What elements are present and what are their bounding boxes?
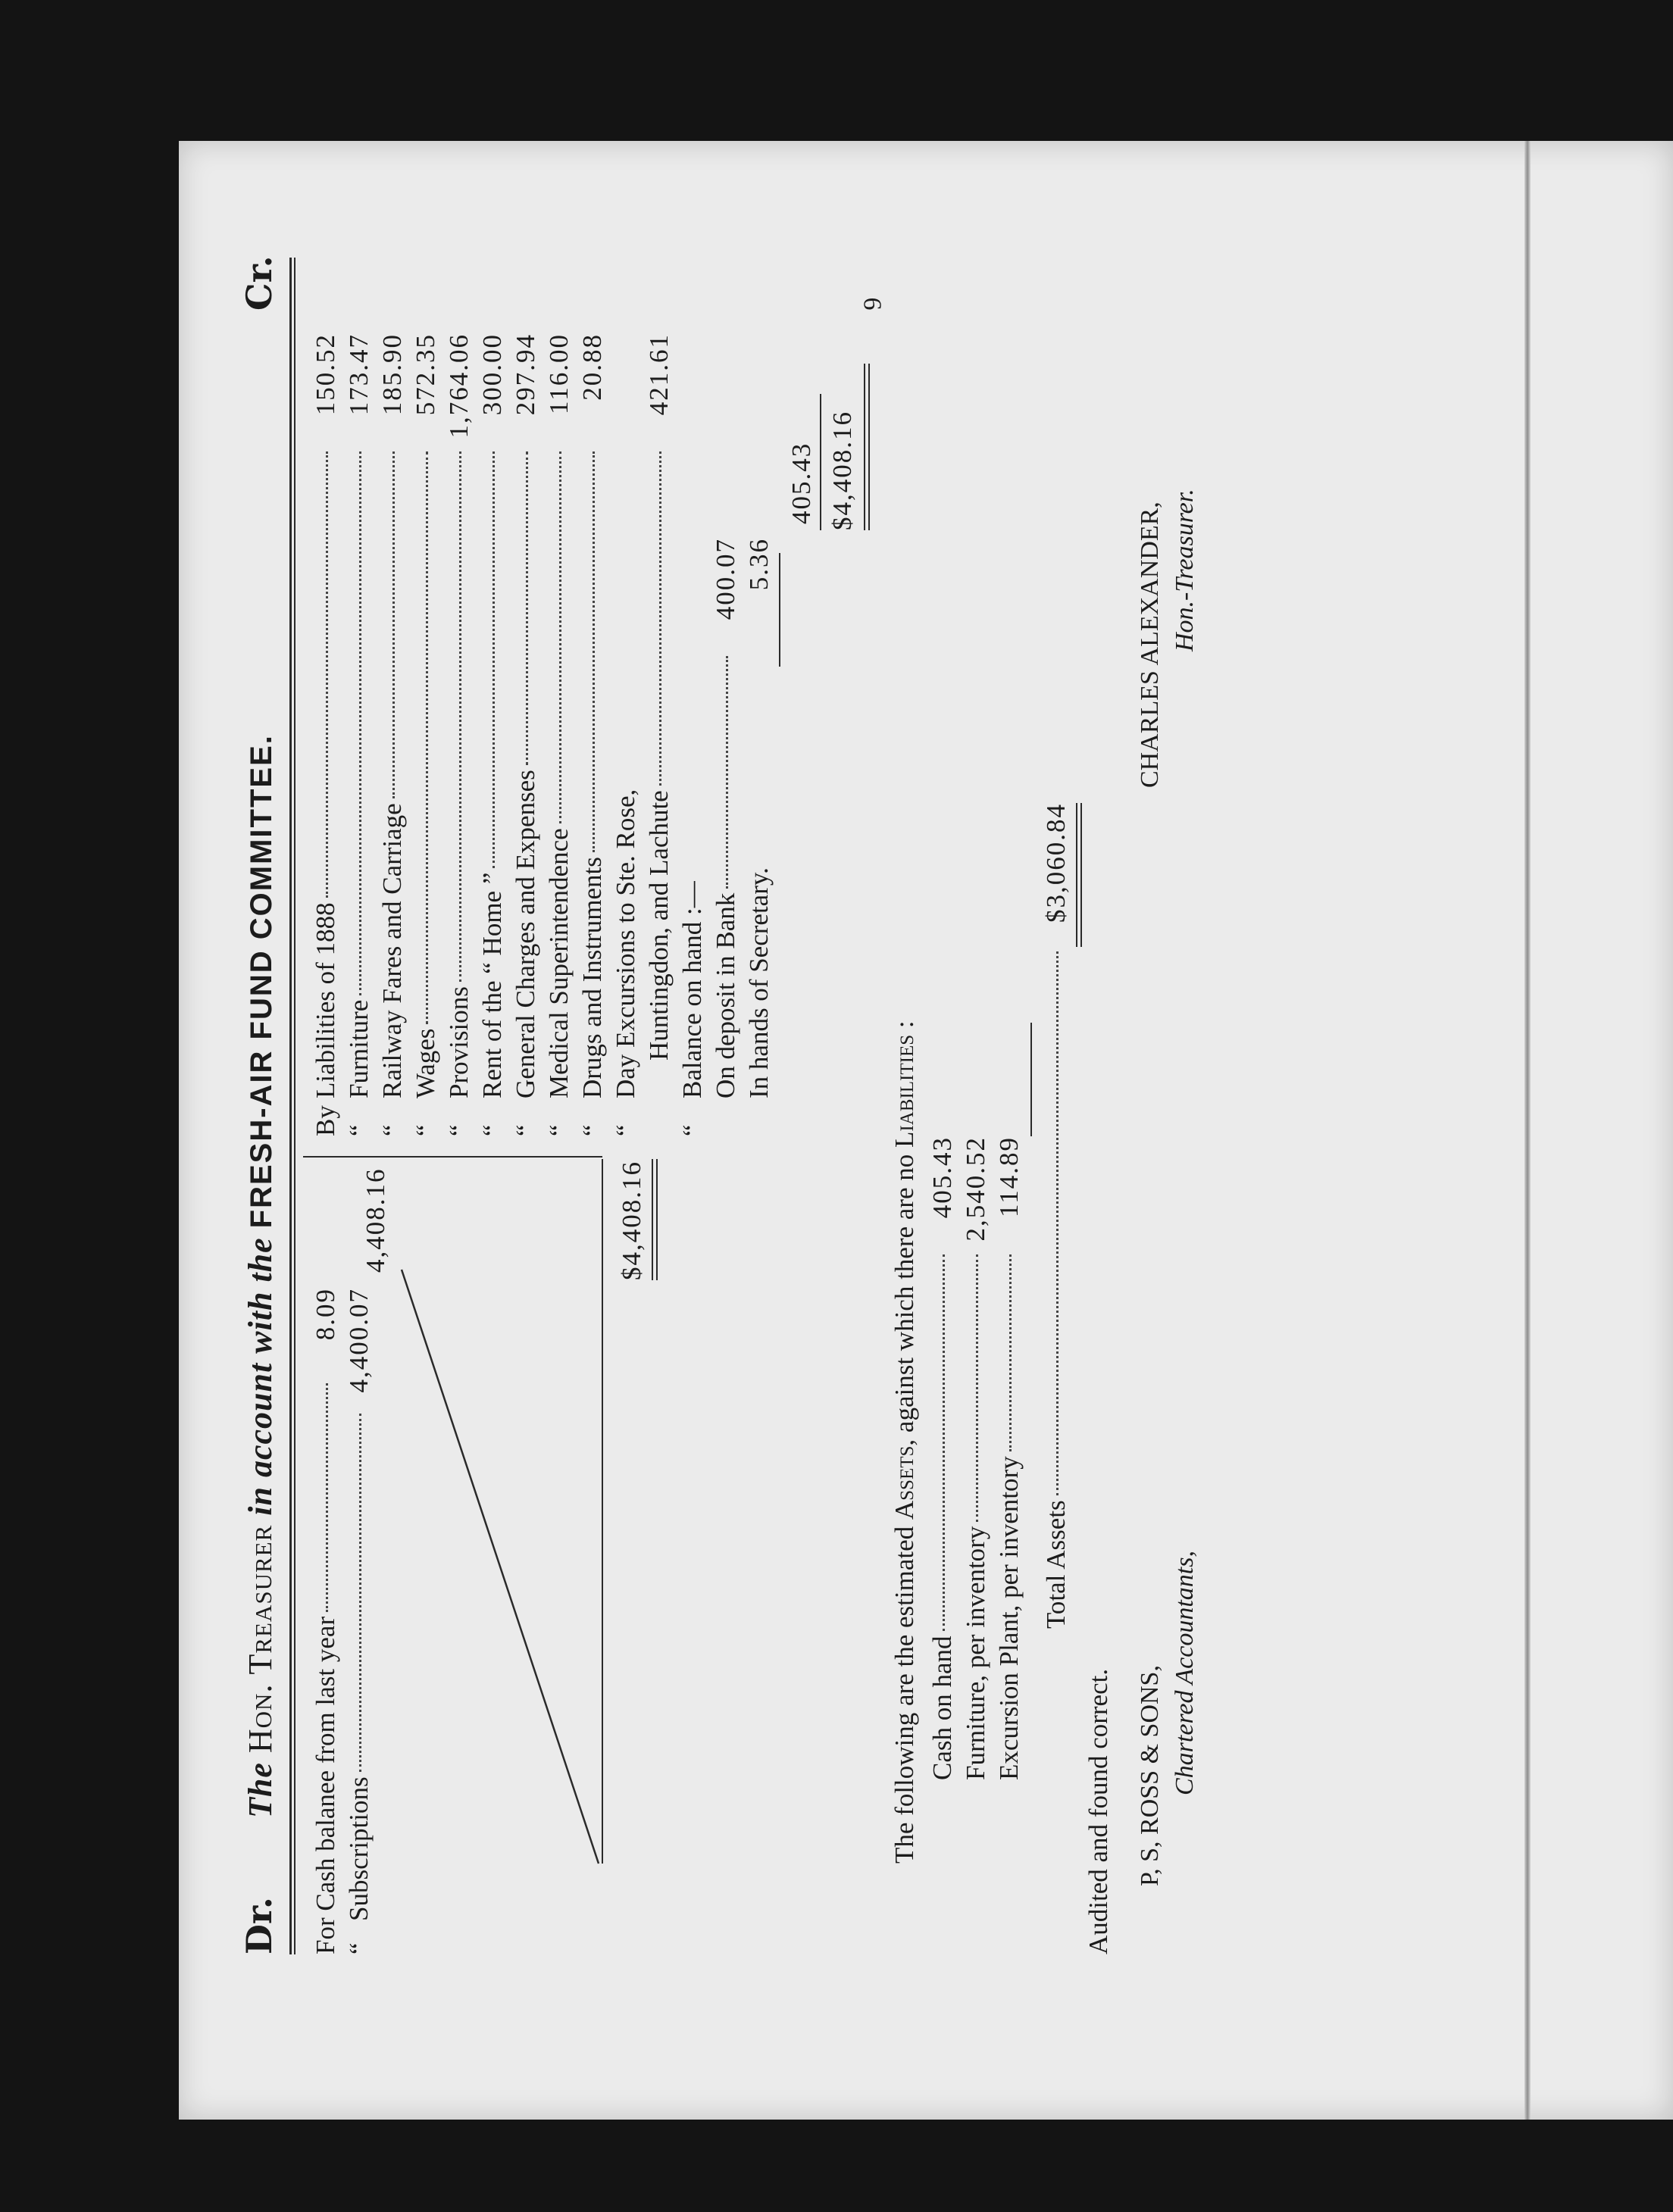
credit-prefix: By	[311, 1105, 340, 1136]
balance-bank-row	[709, 538, 743, 1098]
diagonal-line	[402, 1270, 599, 1864]
credit-row	[442, 333, 476, 1136]
leader-dots	[426, 451, 428, 1024]
leader-dots	[1056, 951, 1059, 1495]
asset-row	[959, 1136, 993, 1780]
assets-intro-text: The following are the estimated	[890, 1526, 919, 1864]
rotated-account-statement	[239, 255, 1227, 1954]
balance-label: Balance on hand :—	[677, 881, 707, 1098]
credit-label: Railway Fares and Carriage	[377, 803, 407, 1098]
balance-amount: 405.43	[786, 442, 816, 524]
debit-label: Subscriptions	[344, 1776, 374, 1921]
credit-prefix: “	[344, 1124, 374, 1136]
credit-row-continuation	[643, 333, 676, 1061]
title-hon: Hon.	[242, 1683, 279, 1754]
debit-heading: Dr.	[239, 1897, 280, 1954]
credit-label: Provisions	[444, 986, 474, 1098]
credit-total: $4,408.16	[827, 411, 857, 530]
debit-label: Cash balanee from last year	[311, 1616, 340, 1911]
treasurer-name: CHARLES ALEXANDER,	[1136, 501, 1164, 788]
asset-label: Cash on hand	[927, 1636, 957, 1780]
bank-amount: 400.07	[711, 538, 740, 620]
asset-amount: 2,540.52	[961, 1136, 990, 1242]
credit-prefix: “	[544, 1124, 574, 1136]
auditor-title: Chartered Accountants,	[1171, 1551, 1199, 1795]
assets-intro	[888, 1020, 921, 1864]
credit-row	[342, 333, 376, 1136]
title-treasurer: Treasurer	[242, 1524, 279, 1675]
asset-label: Excursion Plant, per inventory	[994, 1456, 1024, 1780]
page-number: 6	[858, 297, 887, 311]
credit-row	[576, 333, 609, 1136]
leader-dots	[559, 451, 561, 823]
debit-amount: 4,400.07	[344, 1288, 374, 1393]
credit-row	[309, 333, 342, 1136]
asset-label: Furniture, per inventory	[961, 1526, 990, 1780]
credit-total-underline-1	[864, 364, 865, 530]
credit-total-rule	[820, 394, 821, 530]
leader-dots	[359, 451, 361, 995]
asset-row	[993, 1136, 1026, 1780]
audited-note: Audited and found correct.	[1084, 1668, 1113, 1954]
credit-row	[476, 333, 509, 1136]
balance-subtotal-rule	[779, 553, 780, 667]
credit-row	[409, 333, 442, 1136]
leader-dots	[976, 1254, 978, 1522]
page-fold	[1524, 141, 1531, 2120]
assets-word: Assets	[890, 1445, 919, 1520]
credit-amount: 572.35	[411, 333, 440, 416]
asset-amount: 114.89	[994, 1136, 1024, 1217]
credit-label: Medical Superintendence	[544, 828, 574, 1098]
balance-secretary-row	[743, 538, 776, 1098]
credit-label: General Charges and Expenses	[511, 770, 540, 1098]
assets-intro-text-2: , against which there are no	[890, 1154, 919, 1446]
excursion-amount: 421.61	[644, 333, 674, 416]
debit-prefix: “	[344, 1942, 374, 1954]
treasurer-title: Hon.-Treasurer.	[1171, 489, 1199, 651]
debit-subtotal: 4,408.16	[361, 1167, 390, 1273]
liabilities-word: Liabilities	[890, 1034, 919, 1148]
credit-prefix: “	[411, 1124, 440, 1136]
assets-total-label: Total Assets	[1041, 1500, 1071, 1629]
debit-total-rule	[602, 1159, 603, 1864]
assets-total: $3,060.84	[1041, 803, 1071, 923]
leader-dots	[459, 451, 461, 982]
bank-label: On deposit in Bank	[711, 892, 740, 1098]
credit-total-underline-2	[868, 364, 870, 530]
leader-dots	[526, 451, 528, 765]
credit-row	[609, 333, 643, 1136]
credit-prefix: “	[577, 1124, 607, 1136]
credit-prefix: “	[444, 1124, 474, 1136]
debit-total: $4,408.16	[617, 1161, 646, 1280]
credit-amount: 150.52	[311, 333, 340, 416]
credit-amount: 1,764.06	[444, 333, 474, 439]
credit-label: Drugs and Instruments	[577, 857, 607, 1098]
credit-row	[543, 333, 576, 1136]
debit-total-underline-1	[652, 1159, 653, 1280]
assets-intro-text-3: :	[890, 1020, 919, 1035]
leader-dots	[392, 451, 395, 798]
assets-total-underline-2	[1080, 803, 1082, 947]
credit-row-balance	[676, 333, 709, 1136]
leader-dots	[1009, 1254, 1012, 1451]
credit-amount: 20.88	[577, 333, 607, 401]
excursion-continued-label: Huntingdon, and Lachute	[644, 790, 674, 1061]
leader-dots	[326, 451, 328, 898]
credit-label: Furniture	[344, 999, 374, 1098]
leader-dots	[493, 451, 495, 868]
title-committee: FRESH-AIR FUND COMMITTEE.	[245, 734, 278, 1229]
credit-label: Day Excursions to Ste. Rose,	[611, 789, 640, 1098]
credit-amount: 116.00	[544, 333, 574, 414]
leader-dots	[943, 1254, 945, 1631]
credit-heading: Cr.	[239, 255, 280, 311]
credit-label: Liabilities of 1888	[311, 902, 340, 1098]
credit-prefix: “	[611, 1124, 640, 1136]
debit-amount: 8.09	[311, 1288, 340, 1341]
credit-label: Rent of the “ Home ”	[477, 872, 507, 1098]
credit-amount: 185.90	[377, 333, 407, 416]
assets-total-underline-1	[1076, 803, 1077, 947]
credit-prefix: “	[677, 1124, 707, 1136]
debit-total-underline-2	[656, 1159, 658, 1280]
assets-subtotal-rule	[1030, 1023, 1032, 1136]
asset-amount: 405.43	[927, 1136, 957, 1219]
title-in-account: in account with the	[242, 1237, 279, 1516]
assets-total-row	[1040, 803, 1073, 1629]
debit-prefix: For	[311, 1917, 340, 1954]
credit-amount: 300.00	[477, 333, 507, 416]
credit-prefix: “	[477, 1124, 507, 1136]
leader-dots	[593, 451, 595, 852]
auditor-name: P, S, ROSS & SONS,	[1136, 1665, 1164, 1886]
title-the: The	[242, 1762, 279, 1818]
credit-prefix: “	[511, 1124, 540, 1136]
credit-prefix: “	[377, 1124, 407, 1136]
credit-row	[376, 333, 409, 1136]
secretary-amount: 5.36	[744, 538, 774, 591]
secretary-label: In hands of Secretary.	[744, 867, 774, 1098]
credit-amount: 297.94	[511, 333, 540, 416]
leader-dots	[659, 451, 661, 786]
credit-amount: 173.47	[344, 333, 374, 416]
credit-label: Wages	[411, 1028, 440, 1098]
credit-row	[509, 333, 543, 1136]
asset-row	[926, 1136, 959, 1780]
leader-dots	[726, 656, 728, 889]
